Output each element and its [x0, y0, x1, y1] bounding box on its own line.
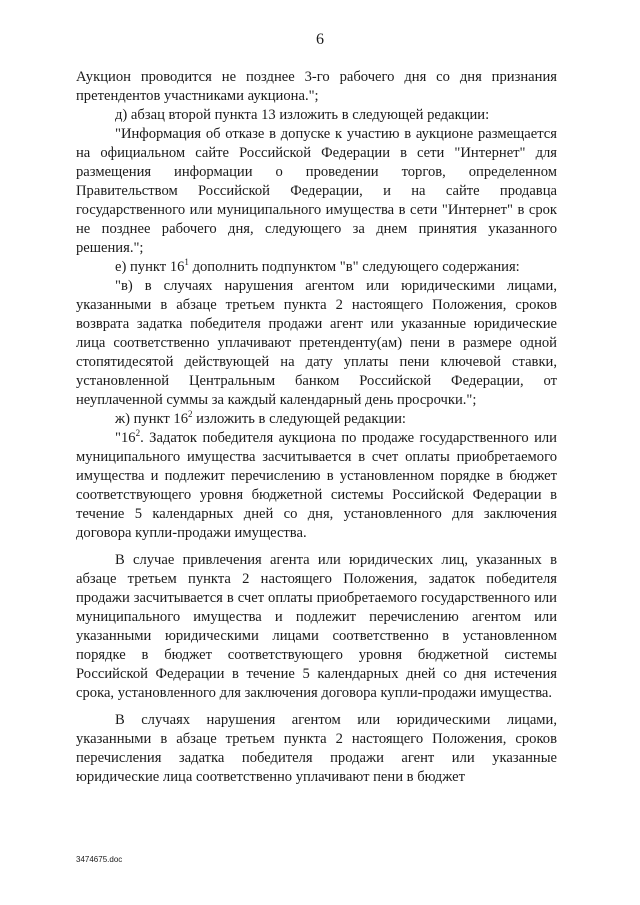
document-body: [76, 68, 557, 787]
deposit-winner-start: "16: [115, 430, 136, 446]
page-number: 6: [316, 31, 324, 48]
paragraph-auction-timing: Аукцион проводится не позднее 3-го рабочего дня со дня признания претендентов участниками аукциона.";: [76, 69, 557, 104]
document-id: 3474675.doc: [76, 855, 123, 864]
paragraph-deposit-winner: [76, 429, 557, 543]
paragraph-item-e: [76, 258, 557, 277]
paragraph-refusal-info: "Информация об отказе в допуске к участию в аукционе размещается на официальном сайте Российской Федерации в сети "Интернет" для размещения информации о проведении торгов, определенном Правительством Российской Федерации, и на сайте продавца государственного или муниципального имущества в сети "Интернет" в срок не позднее рабочего дня, следующего за днем принятия указанного решения.";: [76, 126, 557, 256]
item-zh-text-end: изложить в следующей редакции:: [192, 411, 406, 427]
item-e-superscript: 1: [184, 257, 189, 268]
item-zh-superscript: 2: [188, 409, 193, 420]
paragraph-item-d: д) абзац второй пункта 13 изложить в следующей редакции:: [115, 107, 490, 123]
deposit-winner-superscript: 2: [135, 428, 141, 439]
paragraph-agent-violation: В случаях нарушения агентом или юридическими лицами, указанными в абзаце третьем пункта 2 настоящего Положения, сроков перечисления задатка победителя продажи агент или указанные юридические лица соответственно уплачивают пени в бюджет: [76, 712, 557, 785]
paragraph-agent-deposit: В случае привлечения агента или юридических лиц, указанных в абзаце третьем пункта 2 настоящего Положения, задаток победителя продажи засчитывается в счет оплаты приобретаемого государственного или муниципального имущества и подлежит перечислению агентом или указанными юридическими лицами соответственно в установленном порядке в бюджет соответствующего уровня бюджетной системы Российской Федерации в течение 5 календарных дней со дня истечения срока, установленного для заключения договора купли-продажи имущества.: [76, 552, 557, 701]
item-zh-text: ж) пункт 16: [115, 411, 189, 427]
item-e-text-end: дополнить подпунктом "в" следующего содержания:: [188, 259, 520, 275]
item-e-text: е) пункт 16: [115, 259, 185, 275]
paragraph-subitem-v: "в) в случаях нарушения агентом или юридическими лицами, указанными в абзаце третьем пункта 2 настоящего Положения, сроков возврата задатка победителя продажи агент или указанные юридические лица соответственно уплачивают претенденту(ам) пени в размере одной стопятидесятой действующей на дату уплаты пени ключевой ставки, установленной Центральным банком Российской Федерации, от неуплаченной суммы за каждый календарный день просрочки.";: [76, 278, 557, 408]
deposit-winner-text: . Задаток победителя аукциона по продаже государственного или муниципального имущества засчитывается в счет оплаты приобретаемого имущества и подлежит перечислению в установленном порядке в бюджет соответствующего уровня бюджетной системы Российской Федерации в течение 5 календарных дней со дня, установленного для заключения договора купли-продажи имущества.: [76, 430, 557, 541]
paragraph-item-zh: [76, 410, 557, 429]
